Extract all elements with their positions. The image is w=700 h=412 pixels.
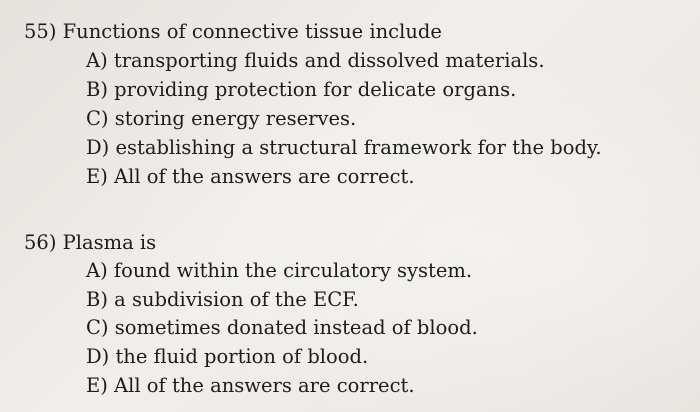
question-56-stem: 56) Plasma is (24, 231, 157, 254)
question-56-option-a: A) found within the circulatory system. (86, 259, 473, 282)
question-56-option-e: E) All of the answers are correct. (86, 374, 415, 397)
question-55-stem: 55) Functions of connective tissue include (24, 20, 442, 43)
question-55-option-e: E) All of the answers are correct. (86, 165, 415, 188)
question-56-option-c: C) sometimes donated instead of blood. (86, 316, 478, 339)
question-55-option-d: D) establishing a structural framework for the body. (86, 136, 602, 159)
question-55-option-c: C) storing energy reserves. (86, 107, 357, 130)
question-56-option-d: D) the fluid portion of blood. (86, 345, 369, 368)
question-55-option-a: A) transporting fluids and dissolved materials. (86, 49, 545, 72)
question-56-option-b: B) a subdivision of the ECF. (86, 288, 359, 311)
question-55-option-b: B) providing protection for delicate organs. (86, 78, 517, 101)
